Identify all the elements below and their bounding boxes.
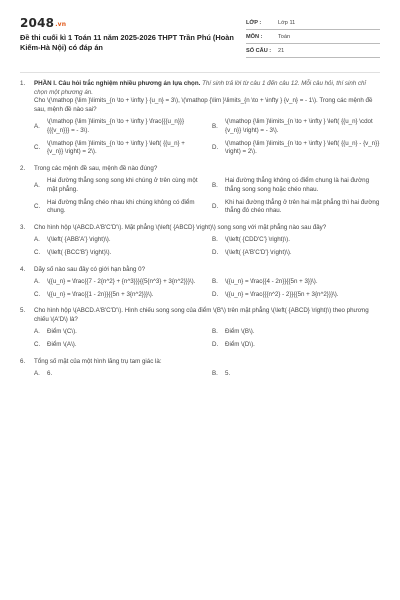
section-heading: PHẦN I. Câu hỏi trắc nghiệm nhiều phương án lựa chọn. [34, 80, 201, 87]
exam-info-panel [246, 16, 380, 58]
info-label: LỚP : [246, 19, 262, 26]
option-text: \({u_n} = \frac{{1 - 2n}}{{5n + 3{n^2}}}\). [47, 290, 154, 298]
option-text: Điểm \(D\). [225, 341, 255, 349]
option-text: Điểm \(B\). [225, 328, 255, 336]
option-text: \({u_n} = \frac{{{n^2} - 2}}{{5n + 3{n^2}}}\). [225, 290, 339, 298]
header-divider [20, 72, 380, 73]
answer-options [34, 328, 380, 349]
option-d[interactable] [212, 140, 380, 157]
question-6 [20, 358, 380, 379]
option-letter: B. [212, 328, 218, 336]
logo-suffix: .vn [55, 21, 67, 28]
question-list [20, 80, 380, 387]
option-letter: D. [212, 202, 219, 210]
option-a[interactable] [34, 177, 202, 194]
question-body [34, 307, 380, 349]
option-b[interactable] [212, 236, 380, 245]
option-text: \({u_n} = \frac{{7 - 2{n^2} + {n^3}}}{{5{n^3} + 3{n^2}}}\). [47, 278, 196, 286]
answer-options [34, 236, 380, 257]
option-text: \(\mathop {\lim }\limits_{n \to + \infty } \left( {{u_n} \cdot {v_n}} \right) = - 3\). [225, 118, 373, 134]
info-value: Toán [278, 33, 291, 40]
question-text: Cho hình hộp \(ABCD.A'B'C'D'\). Hình chiếu song song của điểm \(B'\) trên mặt phẳng \(\left( {ABCD} \right)\) theo phương chiếu \(A'D\) là? [34, 307, 369, 323]
option-letter: A. [34, 181, 40, 189]
option-text: \(\mathop {\lim }\limits_{n \to + \infty } \left( {{u_n} + {v_n}} \right) = 2\). [47, 139, 185, 156]
question-body [34, 266, 380, 300]
option-text: \(\left( {A'B'C'D'} \right)\). [225, 248, 292, 256]
logo-text: 2048 [20, 16, 55, 30]
question-text: Dãy số nào sau đây có giới hạn bằng 0? [34, 265, 146, 273]
question-number: 5. [20, 307, 26, 315]
info-label: SỐ CÂU : [246, 47, 272, 54]
option-text: Điểm \(A\). [47, 341, 77, 349]
question-number: 4. [20, 265, 26, 273]
info-row-subject [246, 30, 380, 44]
info-value: 21 [278, 47, 285, 54]
option-text: 5. [225, 370, 231, 378]
question-text: Cho hình hộp \(ABCD.A'B'C'D'\). Mặt phẳng \(\left( {ABCD} \right)\) song song với mặt phẳng nào sau đây? [34, 223, 327, 231]
option-letter: B. [212, 278, 218, 286]
option-text: \(\left( {ABB'A'} \right)\). [47, 236, 111, 244]
option-b[interactable] [212, 278, 380, 287]
info-row-question-count [246, 44, 380, 58]
answer-options [34, 118, 380, 156]
answer-options [34, 370, 380, 379]
option-text: \(\left( {CDD'C'} \right)\). [225, 236, 290, 244]
option-a[interactable] [34, 118, 202, 135]
option-letter: A. [34, 236, 40, 244]
option-letter: D. [212, 341, 219, 349]
question-5 [20, 307, 380, 349]
option-text: Khi hai đường thẳng ở trên hai mặt phẳng thì hai đường thẳng đó chéo nhau. [225, 198, 380, 215]
answer-options [34, 177, 380, 215]
section-instructions: Thí sinh trả lời từ câu 1 đến câu 12. Mỗi câu hỏi, thí sinh chỉ chọn một phương án. [34, 80, 366, 96]
exam-title: Đề thi cuối kì 1 Toán 11 năm 2025-2026 THPT Trần Phú (Hoàn Kiếm-Hà Nội) có đáp án [20, 33, 234, 52]
option-letter: B. [212, 181, 218, 189]
question-2 [20, 165, 380, 216]
question-number: 6. [20, 357, 26, 365]
question-number: 1. [20, 80, 26, 87]
option-text: \({u_n} = \frac{{4 - 2n}}{{5n + 3}}\). [225, 278, 318, 286]
question-body [34, 80, 380, 157]
option-text: Hai đường thẳng song song khi chúng ở trên cùng một mặt phẳng. [47, 177, 198, 193]
option-a[interactable] [34, 236, 202, 245]
question-number: 2. [20, 164, 26, 172]
document-header [20, 16, 380, 60]
option-c[interactable] [34, 140, 202, 157]
option-letter: B. [212, 122, 218, 130]
option-text: Hai đường thẳng không có điểm chung là hai đường thẳng song song hoặc chéo nhau. [225, 177, 370, 193]
info-row-grade [246, 16, 380, 30]
option-letter: C. [34, 248, 41, 256]
option-text: \(\left( {BCC'B'} \right)\). [47, 248, 112, 256]
question-3 [20, 224, 380, 258]
question-body [34, 224, 380, 258]
option-letter: D. [212, 290, 219, 298]
option-text: \(\mathop {\lim }\limits_{n \to + \infty } \left( {{u_n} - {v_n}} \right) = 2\). [225, 139, 380, 156]
option-d[interactable] [212, 291, 380, 300]
question-1 [20, 80, 380, 157]
option-letter: D. [212, 143, 219, 151]
option-b[interactable] [212, 118, 380, 135]
info-value: Lớp 11 [278, 19, 296, 26]
option-d[interactable] [212, 249, 380, 258]
option-b[interactable] [212, 328, 380, 337]
question-stem [34, 80, 380, 114]
option-letter: B. [212, 236, 218, 244]
option-a[interactable] [34, 370, 202, 379]
option-c[interactable] [34, 341, 202, 350]
option-c[interactable] [34, 199, 202, 216]
option-d[interactable] [212, 341, 380, 350]
option-b[interactable] [212, 177, 380, 194]
option-c[interactable] [34, 249, 202, 258]
question-4 [20, 266, 380, 300]
option-letter: A. [34, 328, 40, 336]
option-b[interactable] [212, 370, 380, 379]
option-a[interactable] [34, 328, 202, 337]
option-letter: D. [212, 248, 219, 256]
option-letter: C. [34, 202, 41, 210]
question-number: 3. [20, 223, 26, 231]
option-letter: C. [34, 143, 41, 151]
question-body [34, 358, 380, 379]
option-text: Hai đường thẳng chéo nhau khi chúng không có điểm chung. [47, 198, 195, 215]
option-letter: C. [34, 341, 41, 349]
answer-options [34, 278, 380, 299]
option-letter: A. [34, 122, 40, 130]
info-label: MÔN : [246, 33, 263, 40]
option-d[interactable] [212, 199, 380, 216]
option-letter: B. [212, 370, 218, 378]
site-logo[interactable] [20, 16, 66, 30]
option-text: 6. [47, 370, 53, 378]
option-a[interactable] [34, 278, 202, 287]
question-text: Trong các mệnh đề sau, mệnh đề nào đúng? [34, 164, 158, 172]
question-text: Cho \(\mathop {\lim }\limits_{n \to + \infty } {u_n} = 3\), \(\mathop {\lim }\limits_{n \to + \infty } {v_n} = - 1\). Trong các mệnh đề sau, mệnh đề nào sai? [34, 97, 373, 113]
question-body [34, 165, 380, 216]
option-text: \(\mathop {\lim }\limits_{n \to + \infty } \frac{{{u_n}}}{{{v_n}}} = - 3\). [47, 118, 185, 134]
option-text: Điểm \(C\). [47, 328, 77, 336]
option-c[interactable] [34, 291, 202, 300]
question-text: Tổng số mặt của một hình lăng trụ tam giác là: [34, 357, 162, 365]
option-letter: A. [34, 278, 40, 286]
option-letter: C. [34, 290, 41, 298]
option-letter: A. [34, 370, 40, 378]
